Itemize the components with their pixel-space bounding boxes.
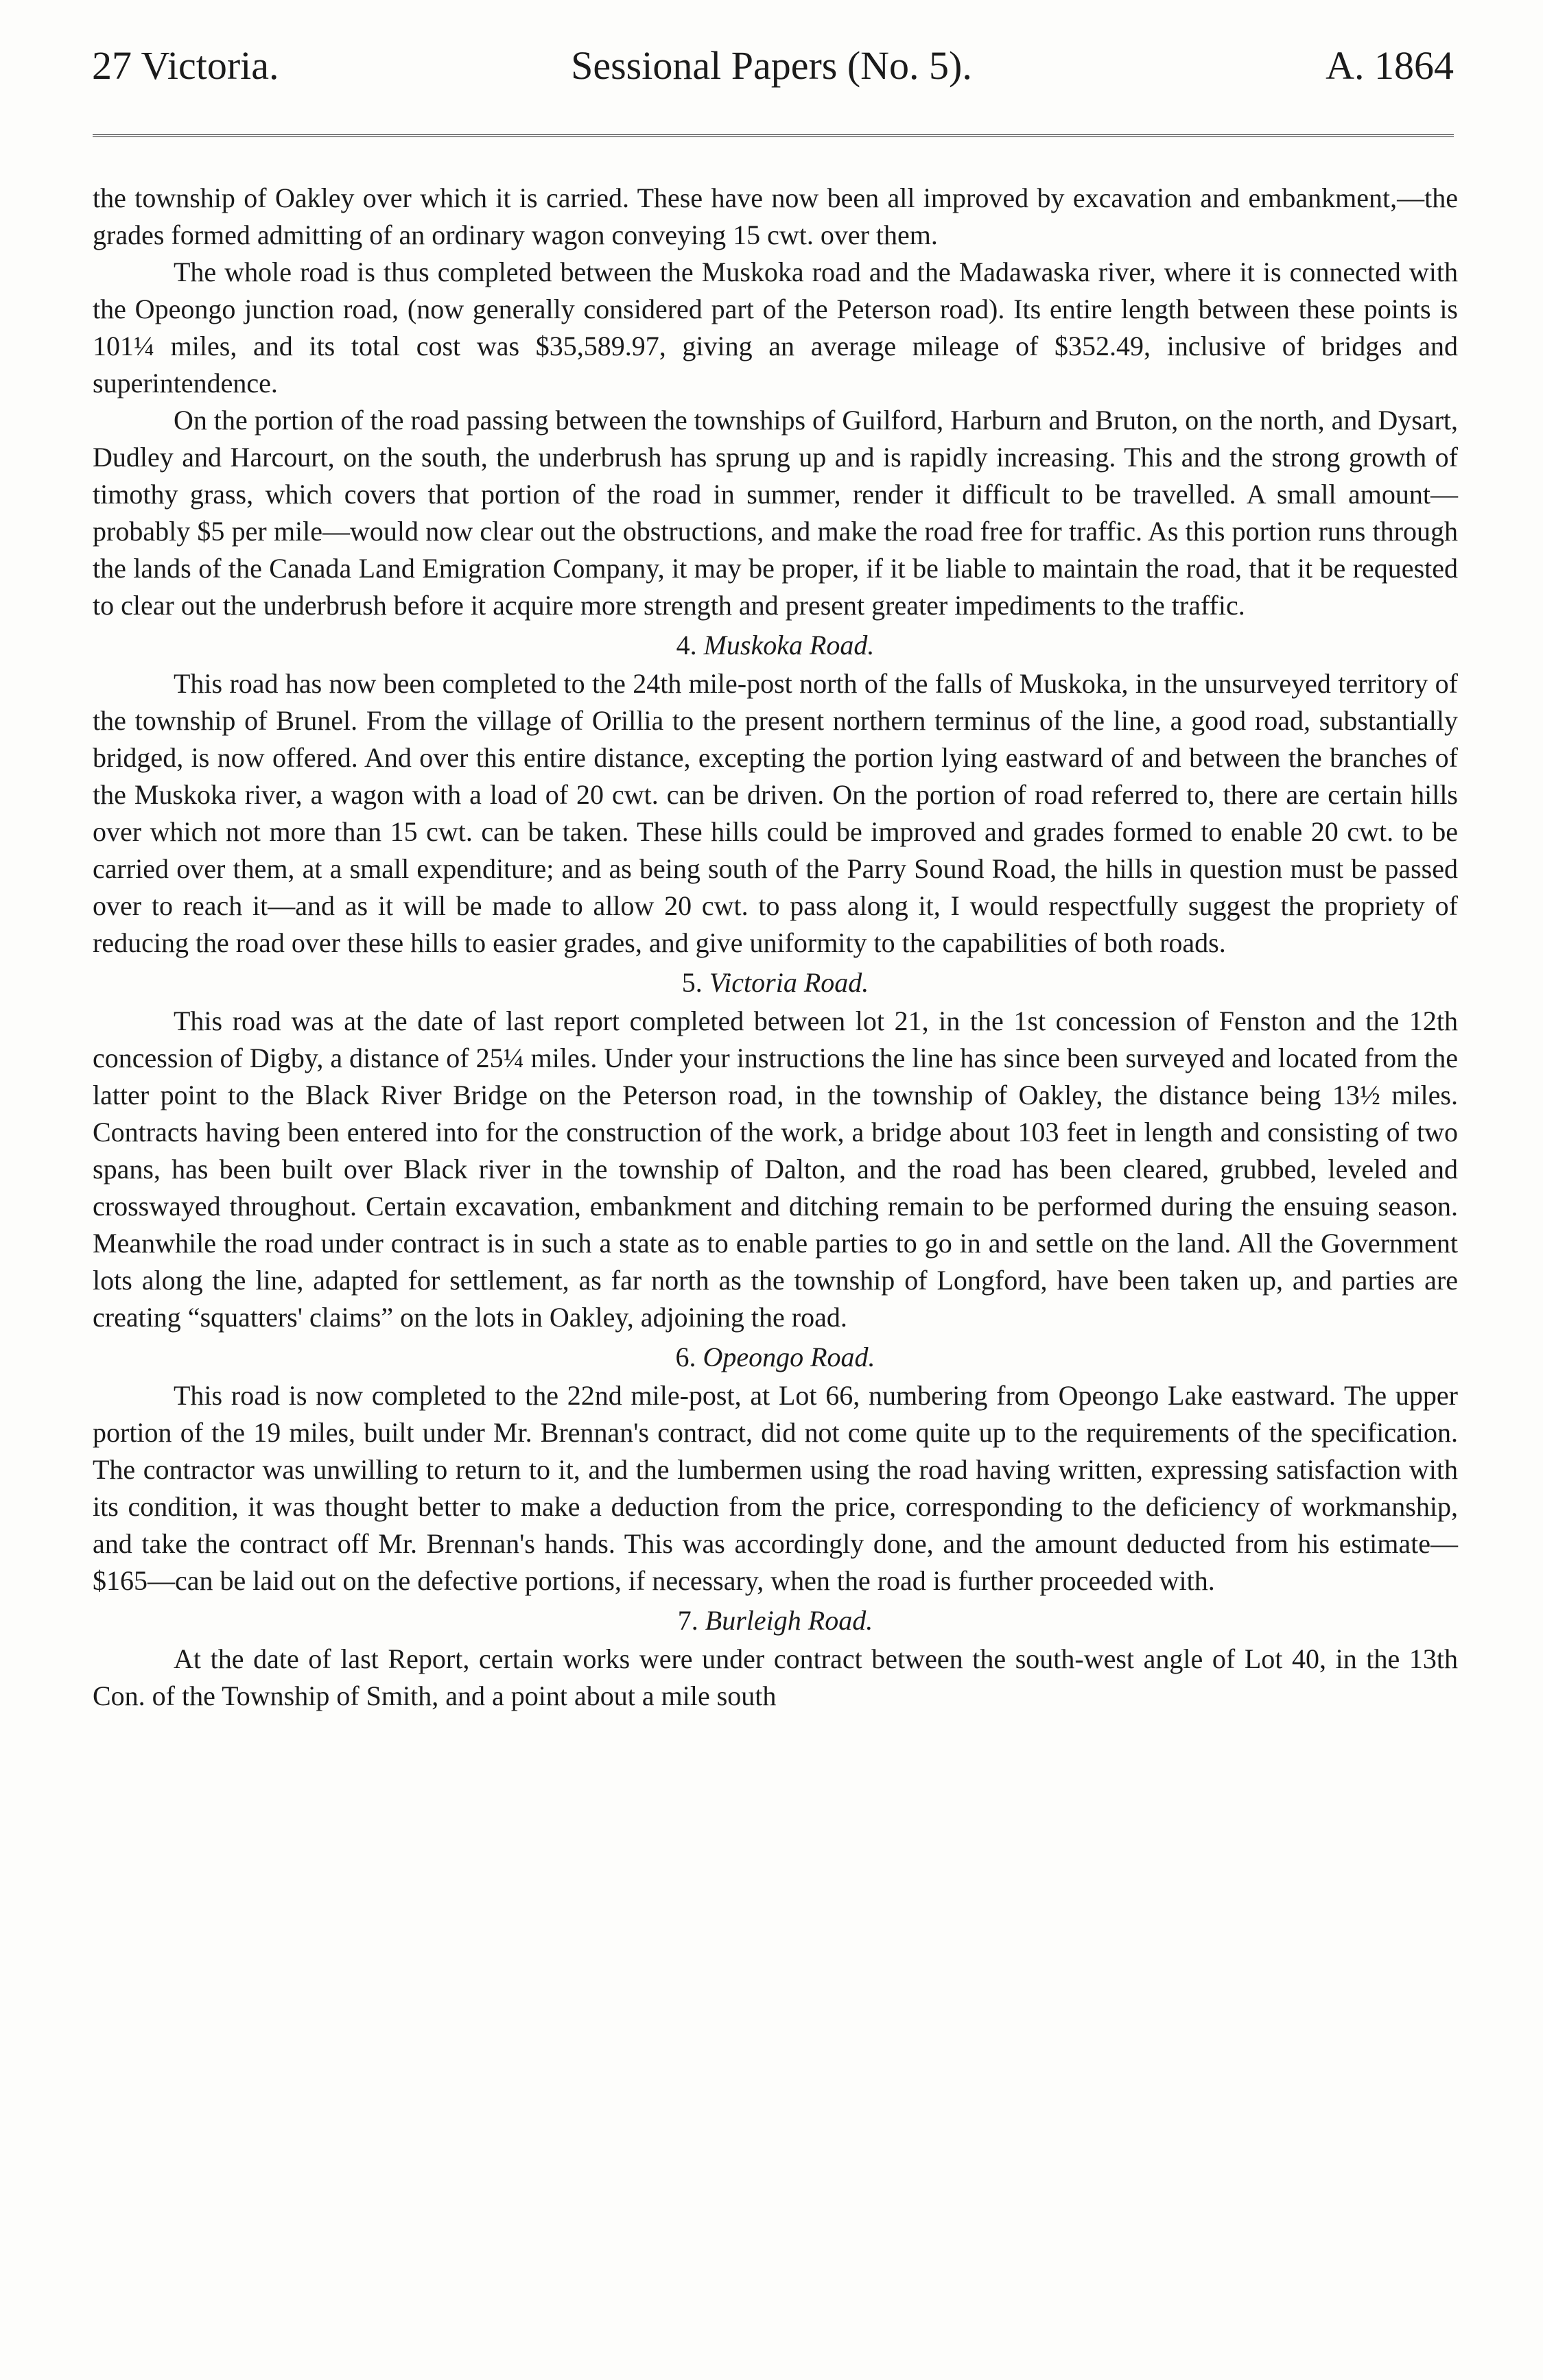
- header-year: A. 1864: [1326, 43, 1454, 88]
- section-title: Victoria Road.: [709, 967, 869, 998]
- page-header: [89, 43, 1454, 97]
- section-heading-opeongo: [93, 1339, 1458, 1376]
- section-heading-victoria: [93, 964, 1458, 1001]
- section-heading-muskoka: [93, 627, 1458, 664]
- paragraph-burleigh-road: At the date of last Report, certain works were under contract between the south-west angle of Lot 40, in the 13th Con. of the Township of Smith, and a point about a mile south: [93, 1643, 1458, 1711]
- header-regnal-year: 27 Victoria.: [92, 43, 279, 88]
- paragraph-oakley-continuation: the township of Oakley over which it is carried. These have now been all improved by excavation and embankment,—the grades formed admitting of an ordinary wagon conveying 15 cwt. over them.: [93, 182, 1458, 250]
- paragraph-victoria-road: This road was at the date of last report completed between lot 21, in the 1st concession of Fenston and the 12th concession of Digby, a distance of 25¼ miles. Under your instructions the line has since been surveyed and located from the latter point to the Black River Bridge on the Peterson road, in the township of Oakley, the distance being 13½ miles. Contracts having been entered into for the construction of the work, a bridge about 103 feet in length and consisting of two spans, has been built over Black river in the township of Dalton, and the road has been cleared, grubbed, leveled and crosswayed throughout. Certain excavation, embankment and ditching remain to be performed during the ensuing season. Meanwhile the road under contract is in such a state as to enable parties to go in and settle on the land. All the Government lots along the line, adapted for settlement, as far north as the township of Longford, have been taken up, and parties are creating “squatters' claims” on the lots in Oakley, adjoining the road.: [93, 1005, 1458, 1333]
- paragraph-opeongo-road: This road is now completed to the 22nd mile-post, at Lot 66, numbering from Opeongo Lake eastward. The upper portion of the 19 miles, built under Mr. Brennan's contract, did not come quite up to the requirements of the specification. The contractor was unwilling to return to it, and the lumbermen using the road having written, expressing satisfaction with its condition, it was thought better to make a deduction from the price, corresponding to the deficiency of workmanship, and take the contract off Mr. Brennan's hands. This was accordingly done, and the amount deducted from his estimate—$165—can be laid out on the defective portions, if necessary, when the road is further proceeded with.: [93, 1380, 1458, 1596]
- paragraph-underbrush: On the portion of the road passing between the townships of Guilford, Harburn and Bruton, on the north, and Dysart, Dudley and Harcourt, on the south, the underbrush has sprung up and is rapidly increasing. This and the strong growth of timothy grass, which covers that portion of the road in summer, render it difficult to be travelled. A small amount—probably $5 per mile—would now clear out the obstructions, and make the road free for traffic. As this portion runs through the lands of the Canada Land Emigration Company, it may be proper, if it be liable to maintain the road, that it be requested to clear out the underbrush before it acquire more strength and present greater impediments to the traffic.: [93, 405, 1458, 621]
- section-heading-burleigh: [93, 1602, 1458, 1639]
- paragraph-muskoka-road: This road has now been completed to the 24th mile-post north of the falls of Muskoka, in the unsurveyed territory of the township of Brunel. From the village of Orillia to the present northern terminus of the line, a good road, substantially bridged, is now offered. And over this entire distance, excepting the portion lying eastward of and between the branches of the Muskoka river, a wagon with a load of 20 cwt. can be driven. On the portion of road referred to, there are certain hills over which not more than 15 cwt. can be taken. These hills could be improved and grades formed to enable 20 cwt. to be carried over them, at a small expenditure; and as being south of the Parry Sound Road, the hills in question must be passed over to reach it—and as it will be made to allow 20 cwt. to pass along it, I would respectfully suggest the propriety of reducing the road over these hills to easier grades, and give uniformity to the capabilities of both roads.: [93, 668, 1458, 958]
- section-number: 7.: [677, 1605, 698, 1636]
- header-series-title: Sessional Papers (No. 5).: [571, 43, 972, 88]
- section-number: 4.: [676, 630, 697, 661]
- section-number: 6.: [675, 1342, 696, 1372]
- section-number: 5.: [681, 967, 703, 998]
- paragraph-whole-road: The whole road is thus completed between the Muskoka road and the Madawaska river, where it is connected with the Opeongo junction road, (now generally considered part of the Peterson road). Its entire length between these points is 101¼ miles, and its total cost was $35,589.97, giving an average mileage of $352.49, inclusive of bridges and superintendence.: [93, 257, 1458, 398]
- section-title: Opeongo Road.: [703, 1342, 875, 1372]
- body-text: [93, 180, 1458, 1715]
- header-divider: [93, 134, 1454, 137]
- section-title: Burleigh Road.: [705, 1605, 873, 1636]
- section-title: Muskoka Road.: [703, 630, 875, 661]
